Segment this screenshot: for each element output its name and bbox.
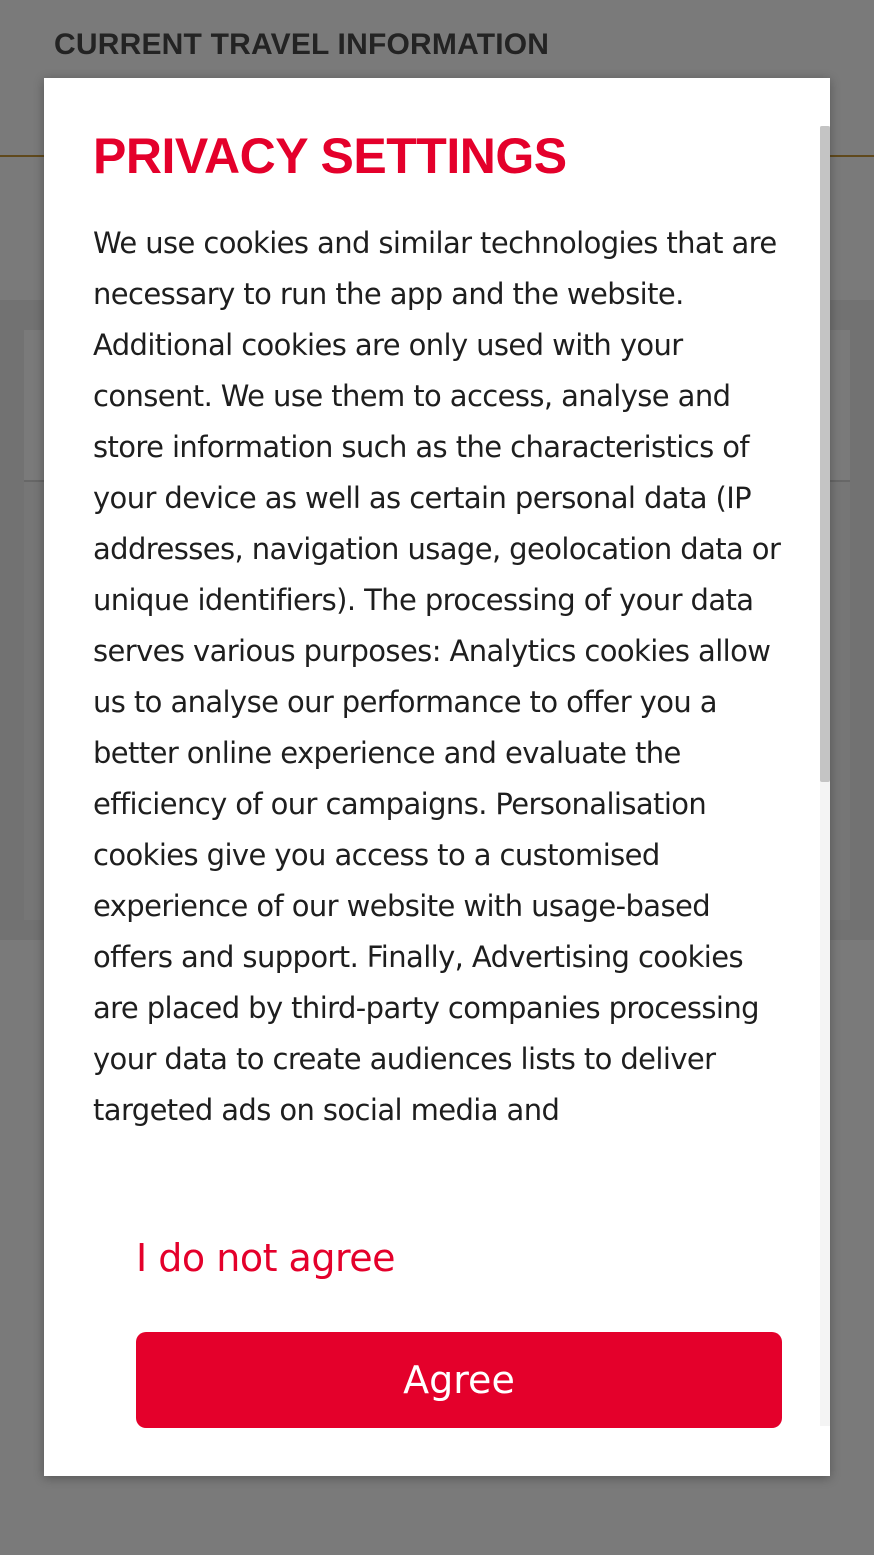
dialog-title: PRIVACY SETTINGS — [93, 128, 567, 184]
privacy-settings-dialog — [44, 78, 830, 1476]
agree-button[interactable]: Agree — [136, 1332, 782, 1428]
dialog-body-text: We use cookies and similar technologies that are necessary to run the app and the website. Additional cookies are only used with your consent. We use them to access, analyse and store information such as the characteristics of your device as well as certain personal data (IP addresses, navigation usage, geolocation data or unique identifiers). The processing of your data serves various purposes: Analytics cookies allow us to analyse our performance to offer you a better online experience and evaluate the efficiency of our campaigns. Personalisation cookies give you access to a customised experience of our website with usage-based offers and support. Finally, Advertising cookies are placed by third-party companies processing your data to create audiences lists to deliver targeted ads on social media and — [93, 226, 781, 1127]
dialog-scroll-area[interactable] — [93, 218, 793, 1180]
scrollbar-thumb[interactable] — [820, 126, 830, 782]
do-not-agree-button[interactable]: I do not agree — [136, 1228, 395, 1288]
